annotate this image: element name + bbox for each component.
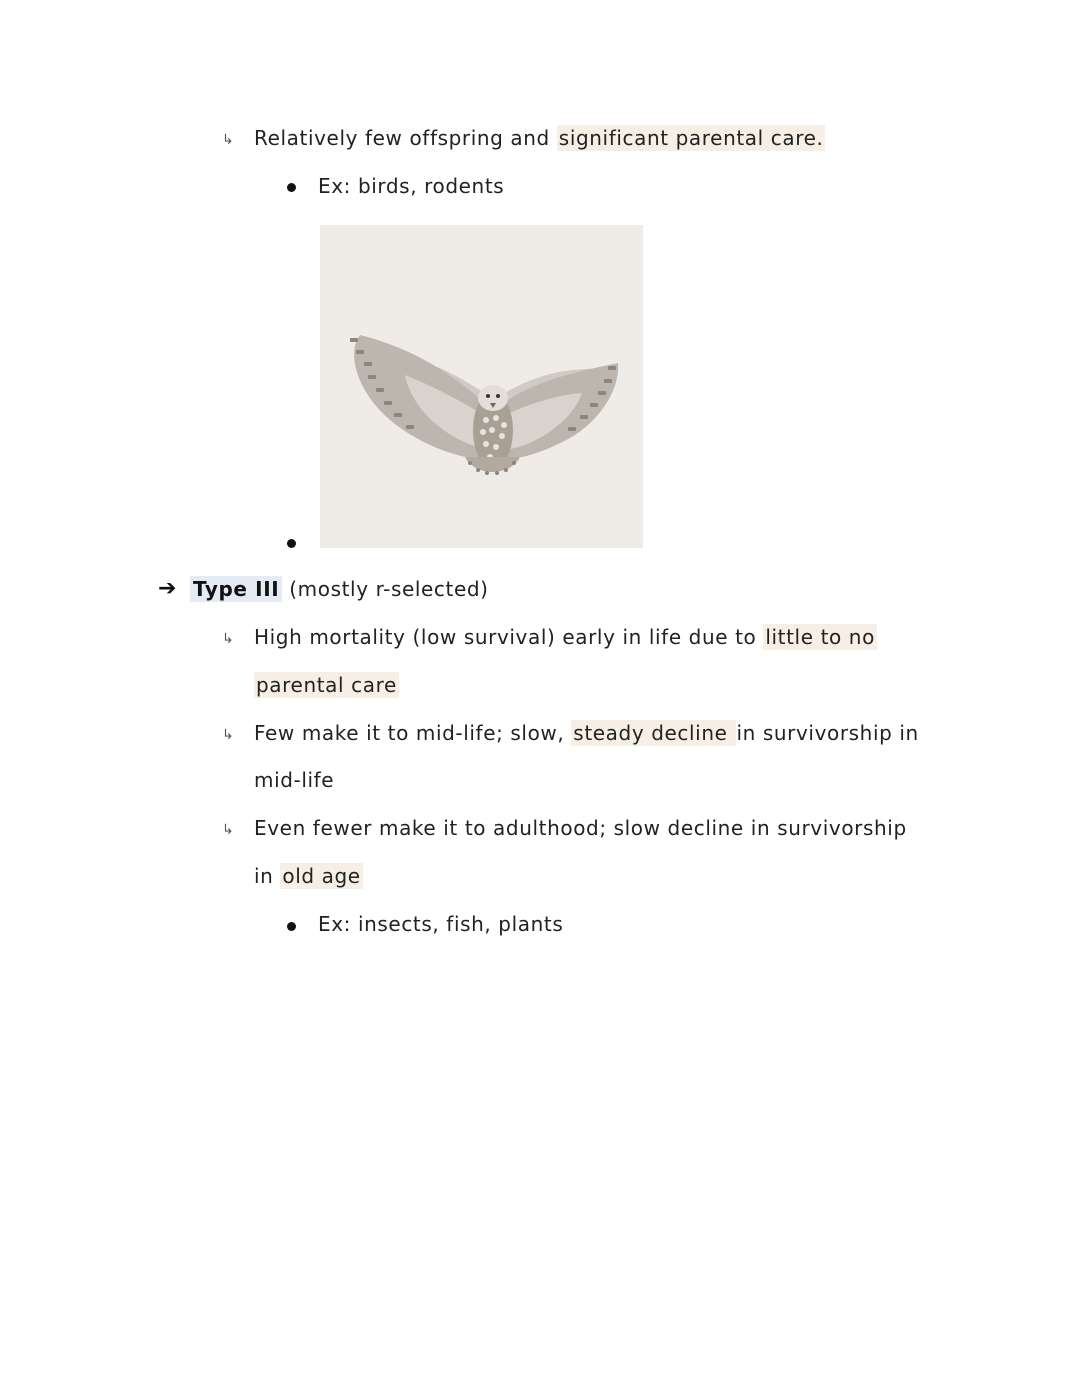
highlight-steady-decline: steady decline (573, 721, 735, 745)
point-text: in (254, 864, 281, 888)
point-few-mid-life-line1 (254, 719, 919, 747)
right-arrow-icon: ➔ (158, 576, 177, 601)
hook-arrow-icon: ↳ (222, 132, 234, 148)
highlight-parental-care: parental care (256, 673, 397, 697)
highlight-significant-parental-care: significant parental care. (558, 126, 824, 150)
example-birds-rodents: Ex: birds, rodents (318, 174, 505, 198)
owl-illustration (320, 225, 643, 548)
hook-arrow-icon: ↳ (222, 727, 234, 743)
point-text: in survivorship in (736, 721, 919, 745)
point-even-fewer-line1: Even fewer make it to adulthood; slow decline in survivorship (254, 816, 907, 840)
type-iii-note: (mostly r-selected) (289, 577, 489, 601)
type-iii-label: Type III (190, 576, 282, 602)
point-high-mortality-line2 (254, 671, 399, 699)
flying-owl-icon (320, 225, 643, 548)
example-insects-fish-plants: Ex: insects, fish, plants (318, 912, 564, 936)
point-text: High mortality (low survival) early in life due to (254, 625, 764, 649)
point-text: Few make it to mid-life; slow, (254, 721, 572, 745)
point-even-fewer-line2 (254, 862, 363, 890)
highlight-little-to-no: little to no (765, 625, 875, 649)
point-few-mid-life-line2: mid-life (254, 768, 335, 792)
bullet-dot-icon (287, 922, 296, 931)
point-high-mortality-line1 (254, 623, 877, 651)
highlight-old-age: old age (282, 864, 361, 888)
bullet-dot-icon (287, 183, 296, 192)
type-iii-heading (190, 575, 489, 603)
hook-arrow-icon: ↳ (222, 631, 234, 647)
hook-arrow-icon: ↳ (222, 822, 234, 838)
point-relatively-few-offspring (254, 124, 825, 152)
point-text: Relatively few offspring and (254, 126, 557, 150)
bullet-dot-empty-icon (287, 539, 296, 548)
